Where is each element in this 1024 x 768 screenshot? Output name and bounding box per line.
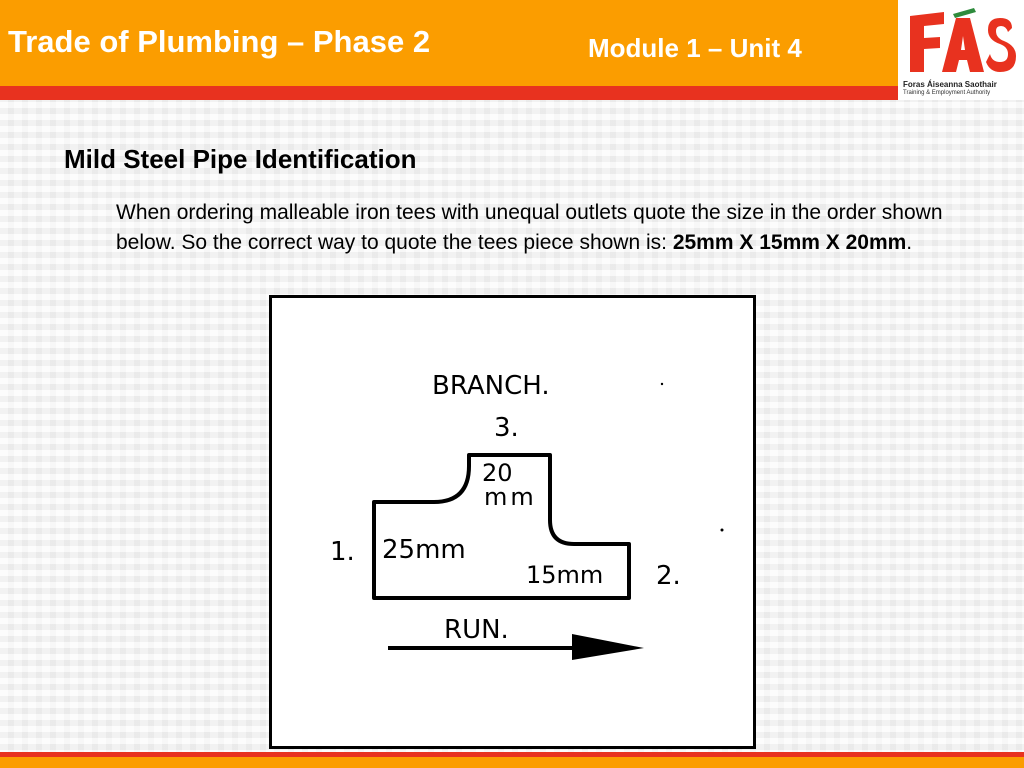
scan-dot — [661, 383, 663, 385]
scan-dot — [721, 529, 724, 532]
logo-org-name: Foras Áiseanna Saothair — [903, 80, 997, 89]
body-intro-text: When ordering malleable iron tees with unequal outlets quote the size in the order shown below. So the correct way to quote the tees piece shown is: — [116, 201, 943, 254]
module-label: Module 1 – Unit 4 — [588, 33, 802, 63]
body-end-text: . — [906, 231, 913, 254]
branch-number: 3. — [494, 413, 519, 443]
body-bold-sizes: 25mm X 15mm X 20mm — [672, 231, 907, 254]
course-title: Trade of Plumbing – Phase 2 — [8, 24, 431, 59]
fas-logo — [898, 0, 1024, 100]
run-label: RUN. — [444, 615, 509, 645]
left-outlet-size: 25mm — [382, 535, 466, 565]
slide-heading: Mild Steel Pipe Identification — [64, 144, 417, 174]
logo-org-subtitle: Training & Employment Authority — [903, 90, 991, 96]
footer-stripe-orange — [0, 757, 1024, 768]
tee-diagram-svg — [272, 298, 753, 746]
right-outlet-size: 15mm — [526, 561, 604, 589]
body-paragraph — [116, 198, 956, 258]
branch-size-number: 20 — [482, 459, 513, 487]
header-stripe — [0, 86, 898, 100]
branch-label: BRANCH. — [432, 371, 550, 401]
run-arrow-head — [572, 634, 644, 660]
header-band — [0, 0, 898, 86]
right-outlet-number: 2. — [656, 561, 681, 591]
tee-diagram — [269, 295, 756, 749]
branch-size-unit: mm — [484, 483, 537, 511]
fas-logo-mark — [904, 6, 1018, 78]
left-outlet-number: 1. — [330, 537, 355, 567]
